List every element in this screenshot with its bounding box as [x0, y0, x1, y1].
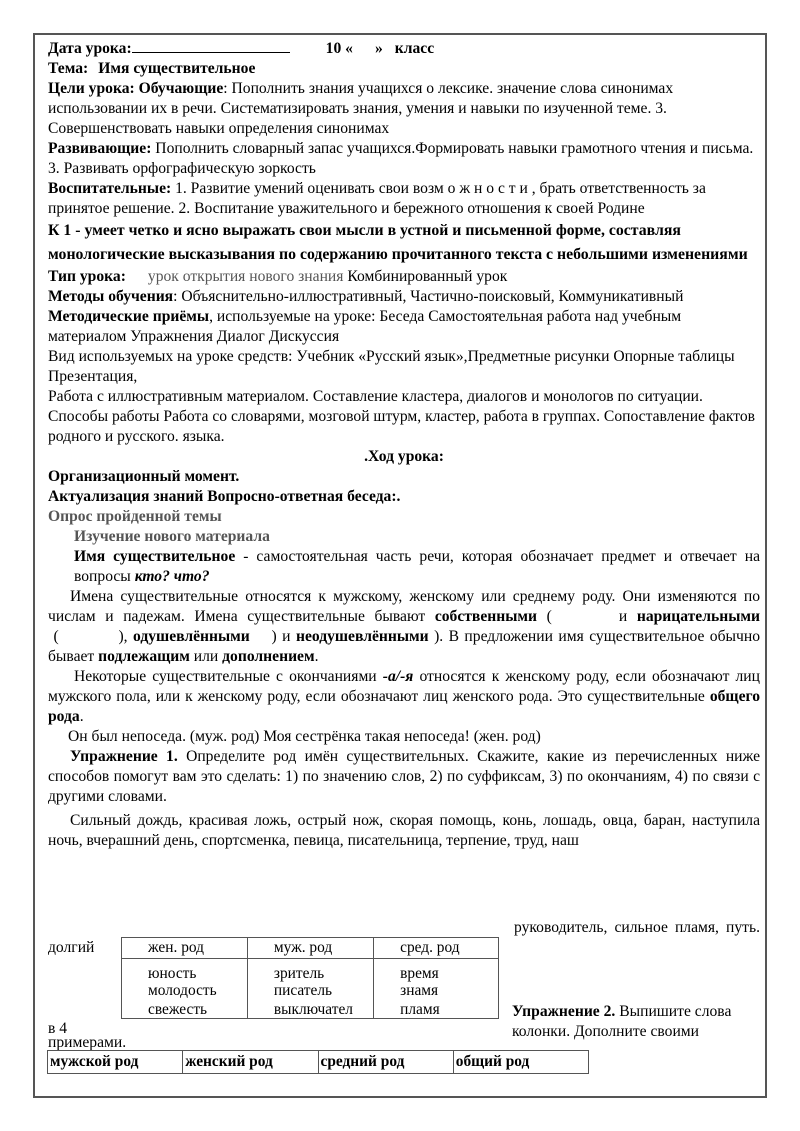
org-moment — [48, 467, 760, 487]
edu-text2: брать ответственность за принятое решение. 2. Воспитание уважительного и бережного отношения к своей Родине — [48, 180, 706, 217]
p1-b1: собственными — [434, 608, 538, 625]
exercise-2-label: Упражнение 2. — [512, 1003, 616, 1020]
lesson-type-grey: урок открытия нового знания — [147, 268, 344, 285]
exercise-2-text: Выпишите слова колонки. Дополните своими — [512, 1003, 732, 1040]
p1-b4: неодушевлёнными — [295, 628, 429, 645]
goals-learning — [48, 79, 760, 139]
p2-t2: относятся к женскому роду, если обозначают лиц мужского пола, или к женскому роду, если обозначают лиц женского рода. Это существительные — [48, 668, 760, 705]
gender-table-header — [122, 938, 499, 959]
gender-header-masc: муж. род — [247, 938, 373, 959]
techniques — [48, 307, 760, 347]
word-list-left: долгий — [48, 939, 95, 956]
k1-text: К 1 - умеет четко и ясно выражать свои мысли в устной и письменной форме, составляя монологические высказывания по содержанию прочитанного текста с небольшими изменениями — [48, 222, 748, 263]
course-title — [48, 447, 760, 467]
examples-word: примерами. — [48, 1034, 127, 1051]
noun-def-questions: кто? что? — [134, 568, 210, 585]
topic-label: Тема: — [48, 60, 89, 77]
goals-developing — [48, 139, 760, 179]
date-blank — [132, 38, 290, 53]
exercise-1 — [48, 747, 760, 807]
p1-t4: ) и — [249, 628, 296, 645]
col-neuter: средний род — [318, 1051, 453, 1074]
word-list-right-text: руководитель, сильное пламя, путь. — [514, 919, 760, 936]
lesson-type-label: Тип урока: — [48, 268, 126, 285]
table-cell: молодость — [148, 982, 217, 999]
lesson-type-value: Комбинированный урок — [343, 268, 508, 285]
p2-b2: общего рода — [48, 688, 760, 725]
table-cell: зритель — [273, 965, 325, 982]
grade-word: класс — [394, 40, 435, 57]
table-cell: пламя — [400, 1001, 440, 1018]
example-sentence: Он был непоседа. (муж. род) Моя сестрёнка такая непоседа! (жен. род) — [68, 728, 541, 745]
new-material-text: Изучение нового материала — [74, 528, 270, 545]
p1-t1: Имена существительные относятся к мужскому, женскому или среднему роду. Они изменяются по числам и падежам. Имена существительные бывают — [48, 588, 760, 625]
table-cell: выключател — [273, 1001, 353, 1018]
noun-definition — [48, 547, 760, 587]
ways: Способы работы Работа со словарями, мозговой штурм, кластер, работа в группах. Сопоставление фактов родного и русского. языка. — [48, 408, 756, 445]
p1-b6: дополнением — [222, 648, 315, 665]
survey-text: Опрос пройденной темы — [48, 508, 222, 525]
p1-t6: или — [189, 648, 223, 665]
goals-text: : Пополнить знания учащихся о лексике. значение слова синонимах использовании их в речи. Систематизировать знания, умения и навыки по изученной теме. 3. Совершенствовать навыки определения синонимах — [48, 80, 674, 137]
gender-col-neut — [374, 959, 499, 1019]
p1-b2: нарицательными — [636, 608, 760, 625]
edu-spaced: м о ж н о с т и , — [433, 180, 536, 197]
col-feminine: женский род — [183, 1051, 318, 1074]
p2-t3: . — [79, 708, 84, 725]
exercise-2 — [512, 1002, 762, 1042]
noun-def-bold: Имя существительное — [74, 548, 236, 565]
p1-b5: подлежащим — [98, 648, 190, 665]
para-noun-properties — [48, 587, 760, 667]
p1-t2: ( и — [537, 608, 637, 625]
table-cell: знамя — [400, 982, 439, 999]
gender-header-fem: жен. род — [122, 938, 248, 959]
gender-table-body — [122, 959, 499, 1019]
table-row — [48, 1051, 589, 1074]
org-moment-text: Организационный момент. — [48, 468, 240, 485]
gender-col-fem — [122, 959, 248, 1019]
date-line — [48, 38, 760, 59]
methods-text: : Объяснительно-иллюстративный, Частично-поисковый, Коммуникативный — [173, 288, 684, 305]
p1-t5: ). В предложении имя существительное обычно бывает — [48, 628, 760, 665]
col-common: общий род — [453, 1051, 588, 1074]
illustrative: Работа с иллюстративным материалом. Составление кластера, диалогов и монологов по ситуации. — [48, 388, 703, 405]
grade-close: » — [374, 40, 383, 57]
methods — [48, 287, 760, 307]
p1-b3: одушевлёнными — [133, 628, 250, 645]
techniques-label: Методические приёмы — [48, 308, 210, 325]
dev-label: Развивающие: — [48, 140, 152, 157]
survey — [48, 507, 760, 527]
course-title-text: .Ход урока: — [364, 448, 444, 465]
goals-label: Цели урока: Обучающие — [48, 80, 224, 97]
topic-value: Имя существительное — [98, 60, 256, 77]
new-material — [48, 527, 760, 547]
col-masculine: мужской род — [48, 1051, 183, 1074]
techniques-text: , используемые на уроке: Беседа Самостоятельная работа над учебным материалом Упражнения Диалог Дискуссия — [48, 308, 682, 345]
gender-header-neut: сред. род — [374, 938, 499, 959]
word-list: Сильный дождь, красивая ложь, острый нож, скорая помощь, конь, лошадь, овца, баран, наступила ночь, вчерашний день, спортсменка, певица, писательница, терпение, труд, наш — [48, 812, 760, 849]
table-cell: время — [400, 965, 439, 982]
goals-educational — [48, 179, 760, 219]
k1-statement — [48, 219, 760, 267]
lesson-plan — [48, 38, 760, 851]
table-cell: юность — [148, 965, 197, 982]
table-cell: свежесть — [148, 1001, 208, 1018]
grade-number: 10 « — [325, 40, 353, 57]
word-list-right — [514, 918, 760, 938]
gender-col-masc — [247, 959, 373, 1019]
gender-table — [121, 937, 499, 1019]
actualization-text: Актуализация знаний Вопросно-ответная беседа:. — [48, 488, 401, 505]
edu-label: Воспитательные: — [48, 180, 172, 197]
p2-b1: -а/-я — [382, 668, 414, 685]
means: Вид используемых на уроке средств: Учебник «Русский язык»,Предметные рисунки Опорные таблицы Презентация, — [48, 348, 735, 385]
dev-text: Пополнить словарный запас учащихся.Формировать навыки грамотного чтения и письма. 3. Развивать орфографическую зоркость — [48, 140, 754, 177]
gender-columns-table — [47, 1050, 589, 1074]
p1-t3: ( ), — [48, 628, 133, 645]
exercise-1-text: Определите род имён существительных. Скажите, какие из перечисленных ниже способов помогут вам это сделать: 1) по значению слов, 2) по суффиксам, 3) по окончаниям, 4) по связи с другими словами. — [48, 748, 760, 805]
para-common-gender — [48, 667, 760, 727]
actualization — [48, 487, 760, 507]
table-cell: писатель — [273, 982, 333, 999]
topic-line — [48, 59, 760, 79]
methods-label: Методы обучения — [48, 288, 174, 305]
date-label: Дата урока: — [48, 40, 132, 57]
edu-text: 1. Развитие умений оценивать свои воз — [171, 180, 434, 197]
exercise-1-label: Упражнение 1. — [70, 748, 178, 765]
p1-t7: . — [314, 648, 319, 665]
noun-def-text: - самостоятельная часть речи, которая обозначает предмет и отвечает на вопросы — [74, 548, 761, 585]
in-4: в 4 — [48, 1020, 68, 1037]
p2-t1: Некоторые существительные с окончаниями — [74, 668, 383, 685]
lesson-type — [48, 267, 760, 287]
